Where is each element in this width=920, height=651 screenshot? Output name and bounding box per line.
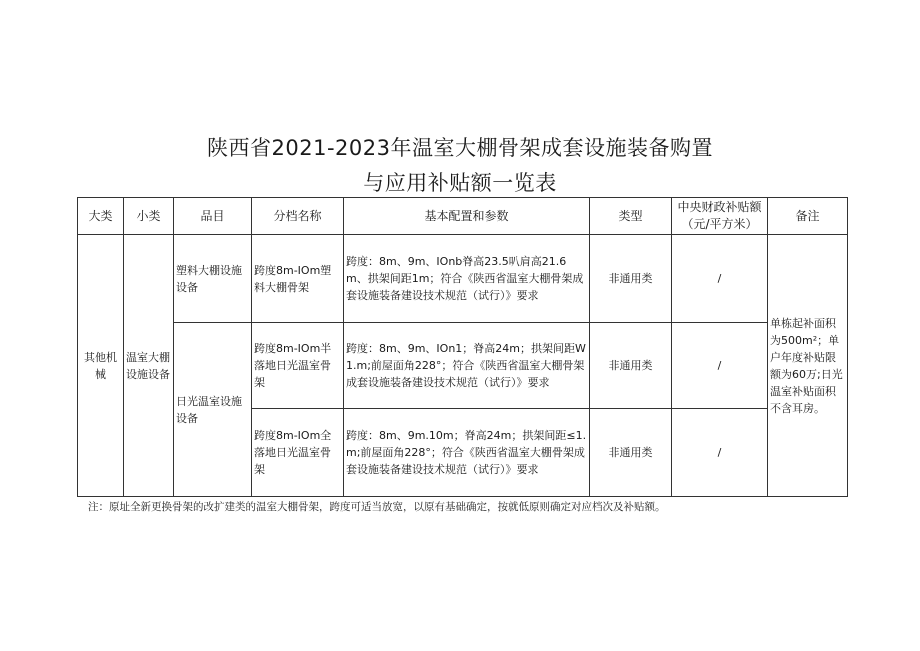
- cell-grade: 跨度8m-IOm半落地日光温室骨架: [252, 323, 344, 409]
- cell-config: 跨度：8m、9m、IOnb脊高23.5叭肩高21.6m、拱架间距1m；符合《陕西省温室大棚骨架成套设施装备建设技术规范（试行）》要求: [344, 235, 590, 323]
- cell-config: 跨度：8m、9m.10m；脊高24m；拱架间距≤1.m;前屋面角228°；符合《陕西省温室大棚骨架成套设施装备建设技术规范（试行）》要求: [344, 409, 590, 497]
- table-header-row: [78, 198, 848, 235]
- header-category: 大类: [78, 198, 124, 235]
- cell-grade: 跨度8m-IOm塑料大棚骨架: [252, 235, 344, 323]
- document-title-line2: 与应用补贴额一览表: [363, 171, 557, 195]
- cell-grade: 跨度8m-IOm全落地日光温室骨架: [252, 409, 344, 497]
- cell-item-name: 塑料大棚设施设备: [174, 235, 252, 323]
- cell-subsidy: /: [672, 409, 768, 497]
- header-subcategory: 小类: [124, 198, 174, 235]
- cell-subsidy: /: [672, 235, 768, 323]
- table-row: [78, 235, 848, 323]
- cell-subcategory: 温室大棚设施设备: [124, 235, 174, 497]
- footnote: 注：原址全新更换骨架的改扩建类的温室大棚骨架，跨度可适当放宽，以原有基础确定，按就低原则确定对应档次及补贴额。: [88, 501, 666, 513]
- header-grade: 分档名称: [252, 198, 344, 235]
- table-row: [78, 323, 848, 409]
- header-config: 基本配置和参数: [344, 198, 590, 235]
- header-subsidy: 中央财政补贴额（元/平方米）: [672, 198, 768, 235]
- document-title-line1: 陕西省2021-2023年温室大棚骨架成套设施装备购置: [207, 136, 713, 160]
- cell-config: 跨度：8m、9m、IOn1；脊高24m；拱架间距W1.m;前屋面角228°；符合《陕西省温室大棚骨架成套设施装备建设技术规范（试行）》要求: [344, 323, 590, 409]
- cell-type: 非通用类: [590, 409, 672, 497]
- header-remark: 备注: [768, 198, 848, 235]
- cell-remark: 单栋起补面积为500m²；单户年度补贴限额为60万;日光温室补贴面积不含耳房。: [768, 235, 848, 497]
- cell-category: 其他机械: [78, 235, 124, 497]
- header-type: 类型: [590, 198, 672, 235]
- cell-item-name: 日光温室设施设备: [174, 323, 252, 497]
- header-item: 品目: [174, 198, 252, 235]
- cell-subsidy: /: [672, 323, 768, 409]
- cell-type: 非通用类: [590, 323, 672, 409]
- cell-type: 非通用类: [590, 235, 672, 323]
- subsidy-table: [77, 197, 848, 497]
